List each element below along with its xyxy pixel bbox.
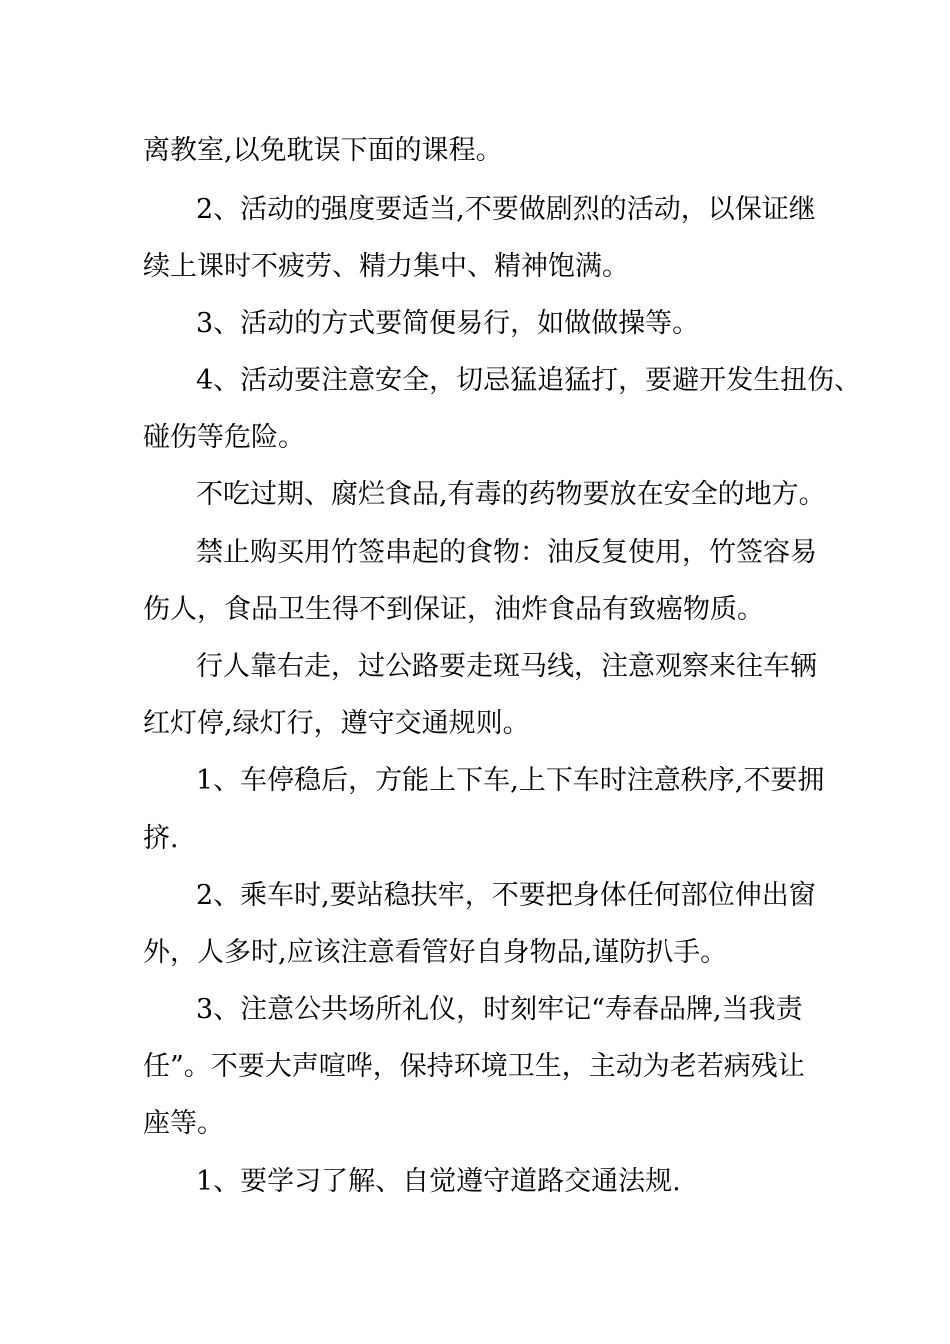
text-line: 任”。不要大声喧哗，保持环境卫生，主动为老若病残让 xyxy=(143,1051,805,1082)
text-line: 禁止购买用竹签串起的食物：油反复使用，竹签容易 xyxy=(196,537,817,568)
text-line: 2、活动的强度要适当,不要做剧烈的活动，以保证继 xyxy=(196,194,816,225)
text-line: 挤. xyxy=(143,823,179,854)
text-line: 行人靠右走，过公路要走斑马线，注意观察来往车辆 xyxy=(196,651,817,682)
text-line: 离教室,以免耽误下面的课程。 xyxy=(143,135,503,166)
text-line: 2、乘车时,要站稳扶牢，不要把身体任何部位伸出窗 xyxy=(196,880,816,911)
text-line: 1、车停稳后，方能上下车,上下车时注意秩序,不要拥 xyxy=(196,765,825,796)
text-line: 红灯停,绿灯行，遵守交通规则。 xyxy=(143,708,530,739)
text-line: 3、活动的方式要简便易行，如做做操等。 xyxy=(196,308,700,339)
text-line: 不吃过期、腐烂食品,有毒的药物要放在安全的地方。 xyxy=(196,479,826,510)
text-line: 外，人多时,应该注意看管好自身物品,谨防扒手。 xyxy=(143,937,728,968)
text-line: 座等。 xyxy=(143,1108,224,1139)
text-line: 4、活动要注意安全，切忌猛追猛打，要避开发生扭伤、 xyxy=(196,365,862,396)
text-line: 1、要学习了解、自觉遵守道路交通法规. xyxy=(196,1166,681,1197)
text-line: 续上课时不疲劳、精力集中、精神饱满。 xyxy=(143,251,629,282)
text-line: 伤人，食品卫生得不到保证，油炸食品有致癌物质。 xyxy=(143,594,764,625)
text-line: 3、注意公共场所礼仪，时刻牢记“寿春品牌,当我责 xyxy=(196,994,803,1025)
text-line: 碰伤等危险。 xyxy=(143,422,305,453)
